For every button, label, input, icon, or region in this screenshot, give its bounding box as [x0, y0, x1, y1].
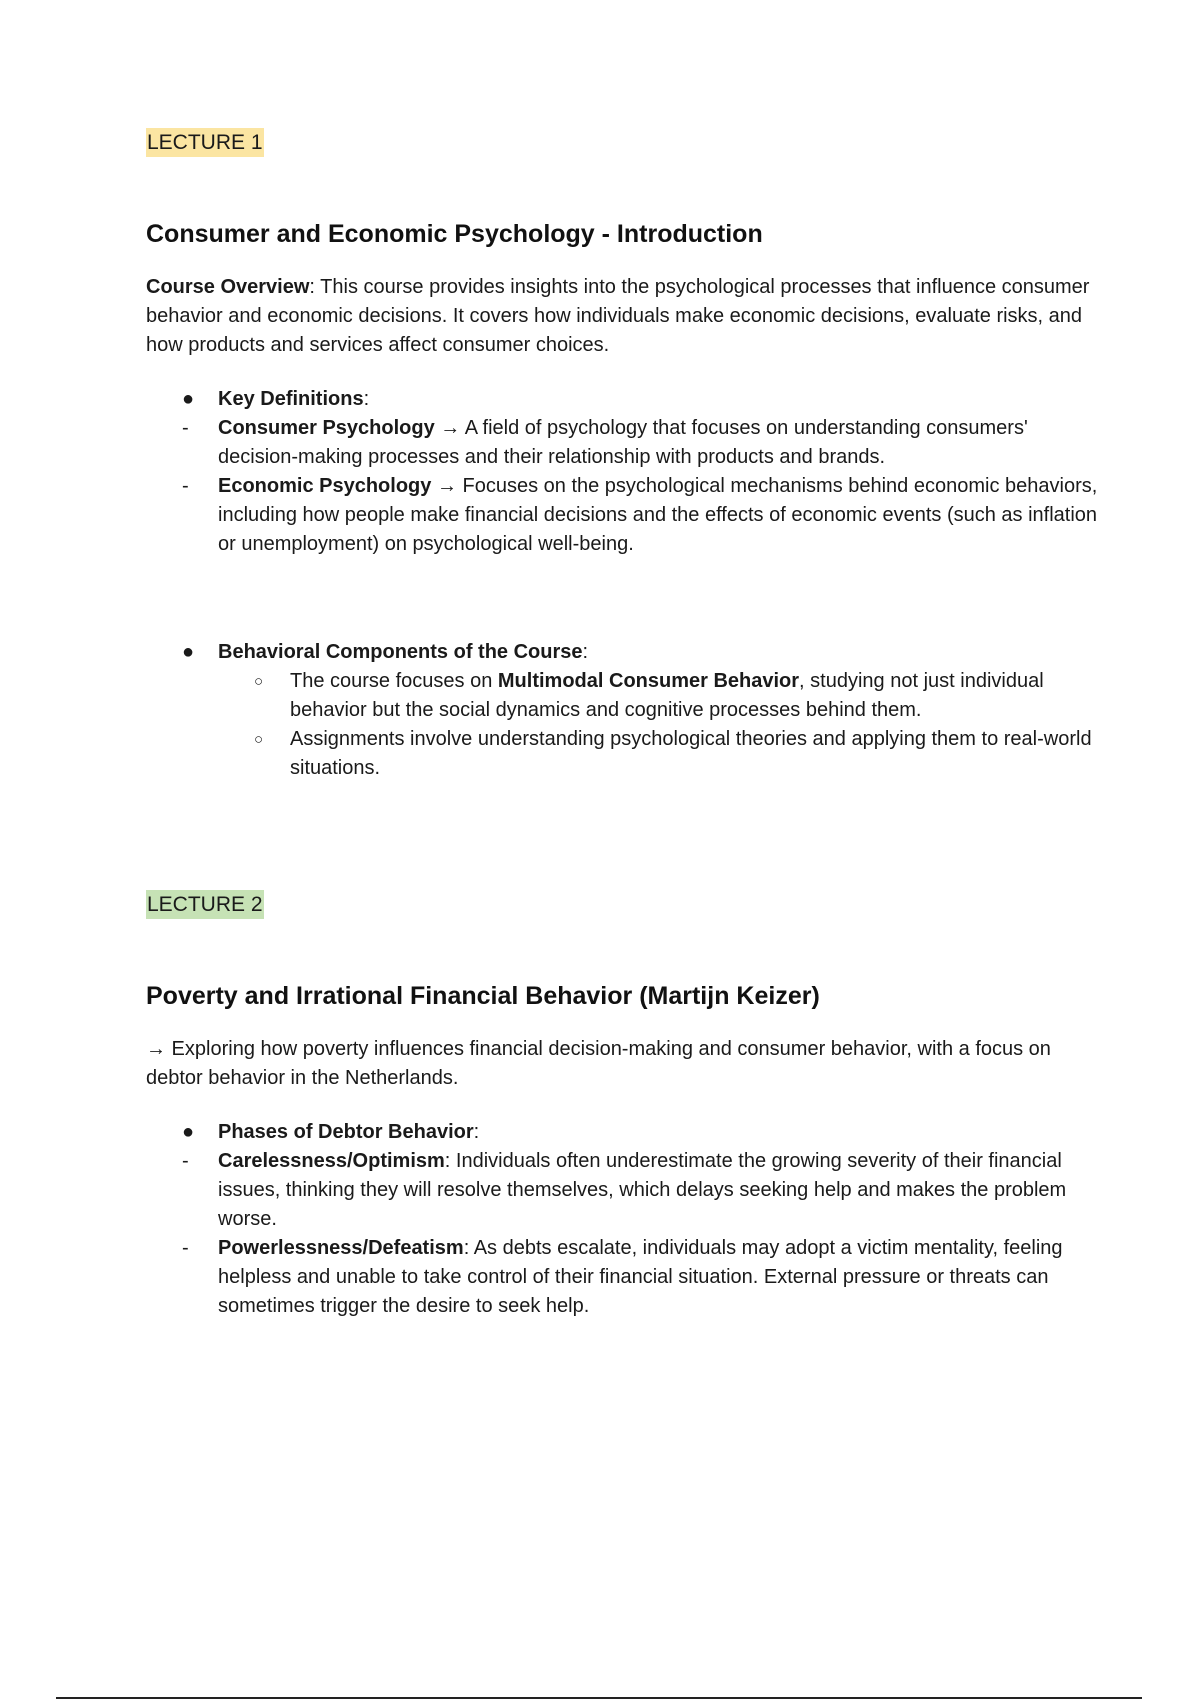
- definition-item-economic-psychology: [146, 472, 1106, 559]
- bullet-marker: ●: [182, 1121, 195, 1143]
- bullet-marker: ●: [182, 641, 195, 663]
- phase-item-powerlessness: [146, 1234, 1106, 1321]
- key-definitions-bullet: [146, 385, 1106, 414]
- phase-term: Powerlessness/Defeatism: [218, 1237, 464, 1259]
- debtor-phases-bullet: [146, 1118, 1106, 1147]
- dash-marker: -: [182, 1237, 189, 1259]
- lecture-1-tag: LECTURE 1: [146, 128, 264, 157]
- dash-marker: -: [182, 475, 189, 497]
- behavioral-item-text: , studying not just individual behavior but the social dynamics and cognitive processes behind them.: [290, 670, 1044, 721]
- dash-marker: -: [182, 1150, 189, 1172]
- phase-text: : As debts escalate, individuals may adopt a victim mentality, feeling helpless and unable to take control of their financial situation. External pressure or threats can sometimes trigger the desire to seek help.: [218, 1237, 1063, 1317]
- behavioral-components-label: Behavioral Components of the Course: [218, 641, 583, 663]
- page-bottom-rule: [56, 1697, 1142, 1699]
- lecture-2-tag-row: [146, 890, 1106, 919]
- phase-term: Carelessness/Optimism: [218, 1150, 445, 1172]
- lecture-2-tag: LECTURE 2: [146, 890, 264, 919]
- phase-text: : Individuals often underestimate the growing severity of their financial issues, thinking they will resolve themselves, which delays seeking help and makes the problem worse.: [218, 1150, 1067, 1230]
- course-overview-text: : This course provides insights into the psychological processes that influence consumer behavior and economic decisions. It covers how individuals make economic decisions, evaluate risks, and how products and services affect consumer choices.: [146, 276, 1090, 356]
- definition-item-consumer-psychology: [146, 414, 1106, 472]
- circle-marker: ○: [254, 731, 264, 748]
- multimodal-term: Multimodal Consumer Behavior: [497, 670, 800, 692]
- course-overview-label: Course Overview: [146, 276, 310, 298]
- definition-text: → Focuses on the psychological mechanisms behind economic behaviors, including how people make financial decisions and the effects of economic events (such as inflation or unemployment) on psychological well-being.: [218, 475, 1098, 555]
- lecture-2-intro: → Exploring how poverty influences financial decision-making and consumer behavior, with a focus on debtor behavior in the Netherlands.: [146, 1038, 1051, 1089]
- behavioral-item-assignments: [146, 725, 1106, 783]
- behavioral-item-text: Assignments involve understanding psychological theories and applying them to real-world situations.: [290, 728, 1092, 779]
- behavioral-item-multimodal: [146, 667, 1106, 725]
- lecture-1-tag-row: [146, 128, 1106, 157]
- definition-term: Economic Psychology: [218, 475, 432, 497]
- debtor-phases-label: Phases of Debtor Behavior: [218, 1121, 474, 1143]
- bullet-marker: ●: [182, 388, 195, 410]
- behavioral-components-colon: :: [582, 641, 589, 663]
- dash-marker: -: [182, 417, 189, 439]
- circle-marker: ○: [254, 673, 264, 690]
- lecture-2-title: Poverty and Irrational Financial Behavior (Martijn Keizer): [146, 982, 820, 1010]
- key-definitions-label: Key Definitions: [218, 388, 364, 410]
- definition-text: → A field of psychology that focuses on understanding consumers' decision-making processes and their relationship with products and brands.: [218, 417, 1028, 468]
- behavioral-components-bullet: [146, 638, 1106, 667]
- course-overview-paragraph: [146, 273, 1106, 360]
- phase-item-carelessness: [146, 1147, 1106, 1234]
- lecture-1-title: Consumer and Economic Psychology - Introduction: [146, 220, 763, 248]
- debtor-phases-colon: :: [473, 1121, 480, 1143]
- key-definitions-colon: :: [363, 388, 370, 410]
- definition-term: Consumer Psychology: [218, 417, 435, 439]
- document-content: [146, 128, 1106, 1321]
- behavioral-item-text: The course focuses on: [290, 670, 498, 692]
